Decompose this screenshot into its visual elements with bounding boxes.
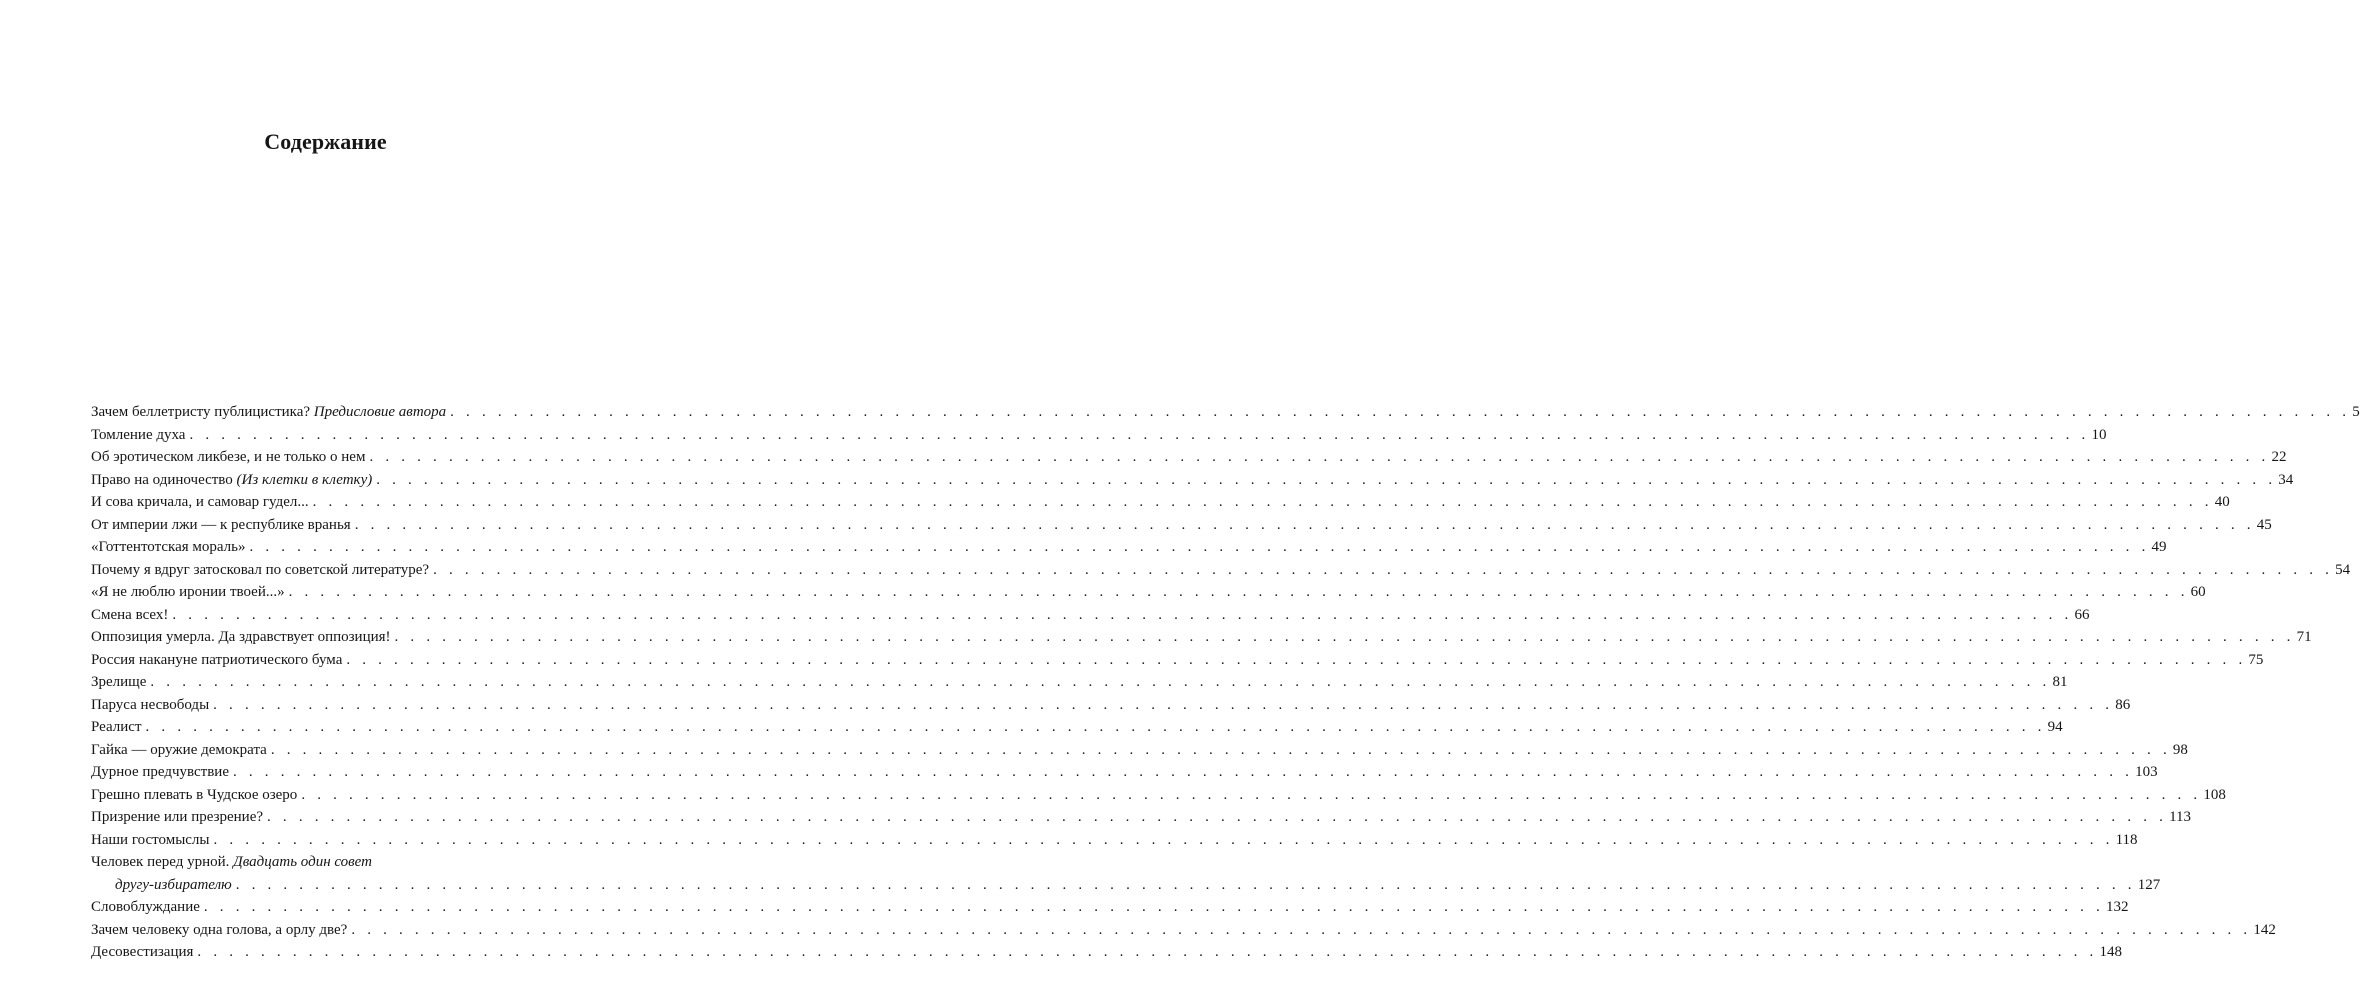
toc-page-number: 22 [2271,449,2287,465]
toc-line [91,784,2226,807]
toc-entry-text: Оппозиция умерла. Да здравствует оппозиция! [91,629,391,645]
toc-entry [91,941,2122,964]
toc-entry-title [91,536,245,559]
dot-leader: . . . . . . . . . . . . . . . . . . . . . . . . . . . . . . . . . . . . . . . . . . . . . . . . . . . . . . . . . . . . . . . . . . . . . . . . . . . . . . . . . . . . . . . . . . . . . . . . . . . . . . . . . . . . . . . . . . . . . . . . [267,809,2168,825]
toc-entry [91,919,2276,942]
toc-entry [91,514,2272,537]
toc-page-number: 49 [2151,539,2167,555]
toc-entry [91,626,2312,649]
dot-leader: . . . . . . . . . . . . . . . . . . . . . . . . . . . . . . . . . . . . . . . . . . . . . . . . . . . . . . . . . . . . . . . . . . . . . . . . . . . . . . . . . . . . . . . . . . . . . . . . . . . . . . . . . . . . . . . . . . . . . . . . [203,899,2104,915]
toc-entry-text: Зачем беллетристу публицистика? [91,404,314,420]
dot-leader: . . . . . . . . . . . . . . . . . . . . . . . . . . . . . . . . . . . . . . . . . . . . . . . . . . . . . . . . . . . . . . . . . . . . . . . . . . . . . . . . . . . . . . . . . . . . . . . . . . . . . . . . . . . . . . . . . . . . . . . . [172,606,2073,623]
toc-entry-title [91,424,185,447]
toc-entry-title [91,806,263,829]
toc-entry-title [91,851,372,874]
toc-entry-title [91,401,446,424]
toc-entry-text: Смена всех! [91,606,169,623]
toc-entry-title [91,761,229,784]
toc-page-number: 132 [2105,899,2129,915]
page-title: Содержание [264,128,387,154]
toc-entry-title [91,604,168,627]
toc-entry-text: Гайка — оружие демократа [91,741,267,758]
toc-entry-subtitle: Двадцать один совет [233,854,372,870]
toc-entry [91,829,2138,852]
toc-entry [91,896,2129,919]
toc-entry [91,491,2230,514]
toc-line [91,694,2131,717]
toc-entry-text: И сова кричала, и самовар гудел... [91,494,309,510]
toc-entry-title [91,514,351,537]
toc-line [91,829,2138,852]
toc-entry-title [91,739,267,762]
toc-page-number: 108 [2203,786,2226,803]
toc-line [91,559,2351,582]
dot-leader: . . . . . . . . . . . . . . . . . . . . . . . . . . . . . . . . . . . . . . . . . . . . . . . . . . . . . . . . . . . . . . . . . . . . . . . . . . . . . . . . . . . . . . . . . . . . . . . . . . . . . . . . . . . . . . . . . . . . . . . . [145,719,2046,735]
toc-page-number: 45 [2256,516,2272,533]
toc-page-number: 127 [2137,876,2161,893]
toc-page-number: 118 [2115,831,2138,848]
toc-entry-title [91,896,200,919]
toc-entry [91,581,2206,604]
dot-leader: . . . . . . . . . . . . . . . . . . . . . . . . . . . . . . . . . . . . . . . . . . . . . . . . . . . . . . . . . . . . . . . . . . . . . . . . . . . . . . . . . . . . . . . . . . . . . . . . . . . . . . . . . . . . . . . . . . . . . . . . [235,876,2136,893]
toc-line [91,919,2276,942]
toc-entry-title [91,716,142,739]
toc-entry [91,806,2192,829]
toc-page-number: 34 [2278,471,2294,488]
toc-entry-title [91,581,285,604]
toc-page-number: 113 [2169,809,2192,825]
toc-entry [91,851,2161,896]
toc-page-number: 5 [2352,404,2360,420]
toc-page-number: 94 [2047,719,2063,735]
toc-entry-text: Почему я вдруг затосковал по советской литературе? [91,561,430,578]
toc-page-number: 40 [2214,494,2230,510]
dot-leader: . . . . . . . . . . . . . . . . . . . . . . . . . . . . . . . . . . . . . . . . . . . . . . . . . . . . . . . . . . . . . . . . . . . . . . . . . . . . . . . . . . . . . . . . . . . . . . . . . . . . . . . . . . . . . . . . . . . . . . . . [394,629,2295,645]
toc-entry-text: Дурное предчувствие [91,764,229,780]
toc-entry-title [91,626,391,649]
toc-entry-text: Зачем человеку одна голова, а орлу две? [91,921,348,938]
toc-entry-text: Десовестизация [91,944,194,960]
toc-entry [91,536,2167,559]
toc-entry [91,424,2107,447]
toc-line [91,896,2129,919]
toc-line [91,671,2068,694]
toc-entry-text: Зрелище [91,674,147,690]
toc-page-number: 148 [2099,944,2122,960]
toc-entry-title [91,446,365,469]
toc-entry [91,446,2287,469]
toc-line-continuation [91,874,2161,897]
dot-leader: . . . . . . . . . . . . . . . . . . . . . . . . . . . . . . . . . . . . . . . . . . . . . . . . . . . . . . . . . . . . . . . . . . . . . . . . . . . . . . . . . . . . . . . . . . . . . . . . . . . . . . . . . . . . . . . . . . . . . . . . [249,539,2150,555]
toc-entry [91,649,2264,672]
toc-page-number: 81 [2052,674,2068,690]
toc-entry-text: Право на одиночество [91,471,237,488]
toc-entry-title [91,491,309,514]
toc-entry-title [91,784,297,807]
toc-entry [91,694,2131,717]
toc-entry [91,761,2158,784]
toc-entry-subtitle: Предисловие автора [313,404,447,420]
dot-leader: . . . . . . . . . . . . . . . . . . . . . . . . . . . . . . . . . . . . . . . . . . . . . . . . . . . . . . . . . . . . . . . . . . . . . . . . . . . . . . . . . . . . . . . . . . . . . . . . . . . . . . . . . . . . . . . . . . . . . . . . [189,426,2090,443]
toc-line [91,649,2264,672]
toc-entry-text: Словоблуждание [91,899,200,915]
toc-line [91,491,2230,514]
toc-entry-text: Грешно плевать в Чудское озеро [91,786,298,803]
toc-entry-title [91,829,210,852]
toc-line [91,401,2360,424]
toc-entry-title [91,469,372,492]
toc-line [91,761,2158,784]
toc-line [91,604,2090,627]
toc-entry-text: «Я не люблю иронии твоей...» [91,584,285,600]
toc-line [91,514,2272,537]
toc-entry [91,401,2360,424]
toc-entry [91,716,2063,739]
dot-leader: . . . . . . . . . . . . . . . . . . . . . . . . . . . . . . . . . . . . . . . . . . . . . . . . . . . . . . . . . . . . . . . . . . . . . . . . . . . . . . . . . . . . . . . . . . . . . . . . . . . . . . . . . . . . . . . . . . . . . . . . [351,921,2252,938]
toc-line [91,626,2312,649]
toc-page-number: 60 [2190,584,2206,600]
table-of-contents [91,401,2360,964]
toc-entry [91,671,2068,694]
toc-page-number: 103 [2135,764,2158,780]
dot-leader: . . . . . . . . . . . . . . . . . . . . . . . . . . . . . . . . . . . . . . . . . . . . . . . . . . . . . . . . . . . . . . . . . . . . . . . . . . . . . . . . . . . . . . . . . . . . . . . . . . . . . . . . . . . . . . . . . . . . . . . . [288,584,2189,600]
toc-entry-text: Томление духа [91,426,186,443]
toc-entry-text: От империи лжи — к республике вранья [91,516,351,533]
dot-leader: . . . . . . . . . . . . . . . . . . . . . . . . . . . . . . . . . . . . . . . . . . . . . . . . . . . . . . . . . . . . . . . . . . . . . . . . . . . . . . . . . . . . . . . . . . . . . . . . . . . . . . . . . . . . . . . . . . . . . . . . [354,516,2255,533]
toc-entry-subtitle: (Из клетки в клетку) [236,471,373,488]
toc-entry [91,784,2226,807]
dot-leader: . . . . . . . . . . . . . . . . . . . . . . . . . . . . . . . . . . . . . . . . . . . . . . . . . . . . . . . . . . . . . . . . . . . . . . . . . . . . . . . . . . . . . . . . . . . . . . . . . . . . . . . . . . . . . . . . . . . . . . . . [213,696,2114,713]
toc-line [91,806,2192,829]
toc-entry-text: Россия накануне патриотического бума [91,651,343,668]
dot-leader: . . . . . . . . . . . . . . . . . . . . . . . . . . . . . . . . . . . . . . . . . . . . . . . . . . . . . . . . . . . . . . . . . . . . . . . . . . . . . . . . . . . . . . . . . . . . . . . . . . . . . . . . . . . . . . . . . . . . . . . . [150,674,2051,690]
toc-entry-text: Призрение или презрение? [91,809,264,825]
toc-page-number: 10 [2091,426,2107,443]
toc-entry [91,604,2090,627]
dot-leader: . . . . . . . . . . . . . . . . . . . . . . . . . . . . . . . . . . . . . . . . . . . . . . . . . . . . . . . . . . . . . . . . . . . . . . . . . . . . . . . . . . . . . . . . . . . . . . . . . . . . . . . . . . . . . . . . . . . . . . . . [369,449,2270,465]
toc-line [91,424,2107,447]
toc-entry-text: Наши гостомыслы [91,831,210,848]
toc-entry-title [91,649,342,672]
dot-leader: . . . . . . . . . . . . . . . . . . . . . . . . . . . . . . . . . . . . . . . . . . . . . . . . . . . . . . . . . . . . . . . . . . . . . . . . . . . . . . . . . . . . . . . . . . . . . . . . . . . . . . . . . . . . . . . . . . . . . . . . [301,786,2202,803]
toc-entry-text: Реалист [91,719,142,735]
toc-entry-text: Человек перед урной. [91,854,234,870]
toc-entry-text: Об эротическом ликбезе, и не только о нем [91,449,366,465]
toc-line [91,739,2188,762]
dot-leader: . . . . . . . . . . . . . . . . . . . . . . . . . . . . . . . . . . . . . . . . . . . . . . . . . . . . . . . . . . . . . . . . . . . . . . . . . . . . . . . . . . . . . . . . . . . . . . . . . . . . . . . . . . . . . . . . . . . . . . . . [233,764,2134,780]
dot-leader: . . . . . . . . . . . . . . . . . . . . . . . . . . . . . . . . . . . . . . . . . . . . . . . . . . . . . . . . . . . . . . . . . . . . . . . . . . . . . . . . . . . . . . . . . . . . . . . . . . . . . . . . . . . . . . . . . . . . . . . . [376,471,2277,488]
toc-line [91,469,2294,492]
toc-entry-text: «Готтентотская мораль» [91,539,246,555]
toc-page-number: 54 [2335,561,2351,578]
toc-page-number: 86 [2115,696,2131,713]
toc-page-number: 98 [2172,741,2188,758]
toc-line [91,536,2167,559]
toc-entry-title [115,874,232,897]
toc-entry-title [91,671,146,694]
dot-leader: . . . . . . . . . . . . . . . . . . . . . . . . . . . . . . . . . . . . . . . . . . . . . . . . . . . . . . . . . . . . . . . . . . . . . . . . . . . . . . . . . . . . . . . . . . . . . . . . . . . . . . . . . . . . . . . . . . . . . . . . [433,561,2334,578]
toc-page-number: 75 [2248,651,2264,668]
toc-entry-title [91,919,347,942]
toc-page-number: 142 [2253,921,2276,938]
toc-line [91,941,2122,964]
dot-leader: . . . . . . . . . . . . . . . . . . . . . . . . . . . . . . . . . . . . . . . . . . . . . . . . . . . . . . . . . . . . . . . . . . . . . . . . . . . . . . . . . . . . . . . . . . . . . . . . . . . . . . . . . . . . . . . . . . . . . . . . [312,494,2213,510]
toc-entry-title [91,559,429,582]
dot-leader: . . . . . . . . . . . . . . . . . . . . . . . . . . . . . . . . . . . . . . . . . . . . . . . . . . . . . . . . . . . . . . . . . . . . . . . . . . . . . . . . . . . . . . . . . . . . . . . . . . . . . . . . . . . . . . . . . . . . . . . . [213,831,2114,848]
toc-entry [91,559,2351,582]
toc-line [91,851,584,874]
toc-entry-title [91,941,193,964]
toc-entry-subtitle-continuation: другу-избирателю [115,876,232,893]
toc-entry [91,739,2188,762]
toc-line [91,716,2063,739]
toc-line [91,446,2287,469]
dot-leader: . . . . . . . . . . . . . . . . . . . . . . . . . . . . . . . . . . . . . . . . . . . . . . . . . . . . . . . . . . . . . . . . . . . . . . . . . . . . . . . . . . . . . . . . . . . . . . . . . . . . . . . . . . . . . . . . . . . . . . . . [197,944,2098,960]
toc-entry [91,469,2294,492]
toc-entry-text: Паруса несвободы [91,696,210,713]
dot-leader: . . . . . . . . . . . . . . . . . . . . . . . . . . . . . . . . . . . . . . . . . . . . . . . . . . . . . . . . . . . . . . . . . . . . . . . . . . . . . . . . . . . . . . . . . . . . . . . . . . . . . . . . . . . . . . . . . . . . . . . . [270,741,2171,758]
dot-leader: . . . . . . . . . . . . . . . . . . . . . . . . . . . . . . . . . . . . . . . . . . . . . . . . . . . . . . . . . . . . . . . . . . . . . . . . . . . . . . . . . . . . . . . . . . . . . . . . . . . . . . . . . . . . . . . . . . . . . . . . [450,404,2351,420]
dot-leader: . . . . . . . . . . . . . . . . . . . . . . . . . . . . . . . . . . . . . . . . . . . . . . . . . . . . . . . . . . . . . . . . . . . . . . . . . . . . . . . . . . . . . . . . . . . . . . . . . . . . . . . . . . . . . . . . . . . . . . . . [346,651,2247,668]
toc-page-number: 66 [2074,606,2090,623]
toc-page-number: 71 [2296,629,2312,645]
toc-entry-title [91,694,209,717]
toc-line [91,581,2206,604]
